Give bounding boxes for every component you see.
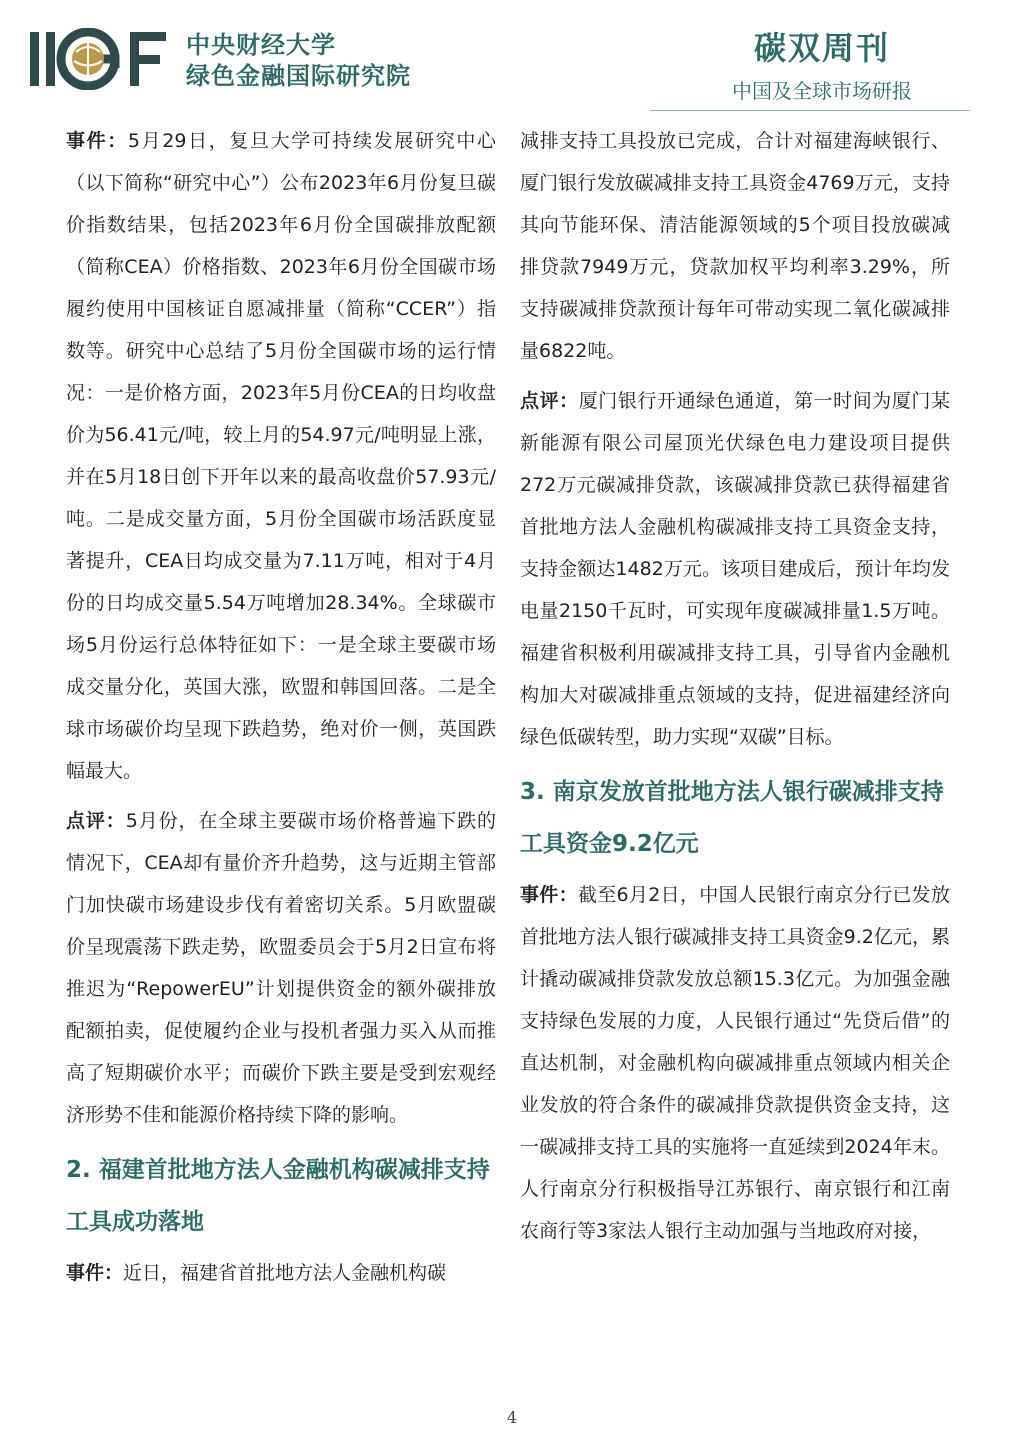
comment-text: 厦门银行开通绿色通道，第一时间为厦门某新能源有限公司屋顶光伏绿色电力建设项目提供272万元碳减排贷款，该碳减排贷款已获得福建省首批地方法人金融机构碳减排支持工具资金支持，支持金额达1482万元。该项目建成后，预计年均发电量2150千瓦时，可实现年度碳减排量1.5万吨。福建省积极利用碳减排支持工具，引导省内金融机构加大对碳减排重点领域的支持，促进福建经济向绿色低碳转型，助力实现“双碳”目标。 xyxy=(520,390,950,748)
event-text: 减排支持工具投放已完成，合计对福建海峡银行、厦门银行发放碳减排支持工具资金4769万元，支持其向节能环保、清洁能源领域的5个项目投放碳减排贷款7949万元，贷款加权平均利率3.29%，所支持碳减排贷款预计每年可带动实现二氧化碳减排量6822吨。 xyxy=(520,130,950,362)
event-paragraph-2 xyxy=(66,1252,496,1294)
event-paragraph-3 xyxy=(520,874,950,1252)
right-column xyxy=(520,120,950,1260)
comment-paragraph-1 xyxy=(66,800,496,1136)
org-line-2: 绿色金融国际研究院 xyxy=(186,62,411,90)
comment-text: 5月份，在全球主要碳市场价格普遍下跌的情况下，CEA却有量价齐升趋势，这与近期主管部门加快碳市场建设步伐有着密切关系。5月欧盟碳价呈现震荡下跌走势，欧盟委员会于5月2日宣布将推迟为“RepowerEU”计划提供资金的额外碳排放配额拍卖，促使履约企业与投机者强力买入从而推高了短期碳价水平；而碳价下跌主要是受到宏观经济形势不佳和能源价格持续下降的影响。 xyxy=(66,810,496,1126)
event-label: 事件： xyxy=(520,884,578,906)
publication-block xyxy=(732,26,912,106)
event-paragraph-1 xyxy=(66,120,496,792)
event-text: 5月29日，复旦大学可持续发展研究中心（以下简称“研究中心”）公布2023年6月份复旦碳价指数结果，包括2023年6月份全国碳排放配额（简称CEA）价格指数、2023年6月份全国碳市场履约使用中国核证自愿减排量（简称“CCER”）指数等。研究中心总结了5月份全国碳市场的运行情况：一是价格方面，2023年5月份CEA的日均收盘价为56.41元/吨，较上月的54.97元/吨明显上涨，并在5月18日创下开年以来的最高收盘价57.93元/吨。二是成交量方面，5月份全国碳市场活跃度显著提升，CEA日均成交量为7.11万吨，相对于4月份的日均成交量5.54万吨增加28.34%。全球碳市场5月份运行总体特征如下：一是全球主要碳市场成交量分化，英国大涨，欧盟和韩国回落。二是全球市场碳价均呈现下跌趋势，绝对价一侧，英国跌幅最大。 xyxy=(66,130,496,782)
iigf-logo xyxy=(30,28,170,90)
event-paragraph-2-continued xyxy=(520,120,950,372)
org-line-1: 中央财经大学 xyxy=(186,31,336,59)
comment-label: 点评： xyxy=(520,390,579,412)
event-label: 事件： xyxy=(66,1262,124,1284)
org-name xyxy=(186,30,411,92)
page-header xyxy=(0,0,1024,130)
event-text: 近日，福建省首批地方法人金融机构碳 xyxy=(123,1262,447,1284)
event-label: 事件： xyxy=(66,130,128,152)
section-title-2: 2. 福建首批地方法人金融机构碳减排支持工具成功落地 xyxy=(66,1157,490,1235)
comment-label: 点评： xyxy=(66,810,126,832)
left-column xyxy=(66,120,496,1302)
publication-subtitle: 中国及全球市场研报 xyxy=(732,79,912,103)
publication-title: 碳双周刊 xyxy=(753,29,890,67)
comment-paragraph-2 xyxy=(520,380,950,758)
event-text: 截至6月2日，中国人民银行南京分行已发放首批地方法人银行碳减排支持工具资金9.2亿元，累计撬动碳减排贷款发放总额15.3亿元。为加强金融支持绿色发展的力度，人民银行通过“先贷后借”的直达机制，对金融机构向碳减排重点领域内相关企业发放的符合条件的碳减排贷款提供资金支持，这一碳减排支持工具的实施将一直延续到2024年末。人行南京分行积极指导江苏银行、南京银行和江南农商行等3家法人银行主动加强与当地政府对接， xyxy=(520,884,950,1242)
header-divider xyxy=(650,110,970,111)
section-title-3: 3. 南京发放首批地方法人银行碳减排支持工具资金9.2亿元 xyxy=(520,779,944,857)
page-number: 4 xyxy=(506,1408,518,1427)
